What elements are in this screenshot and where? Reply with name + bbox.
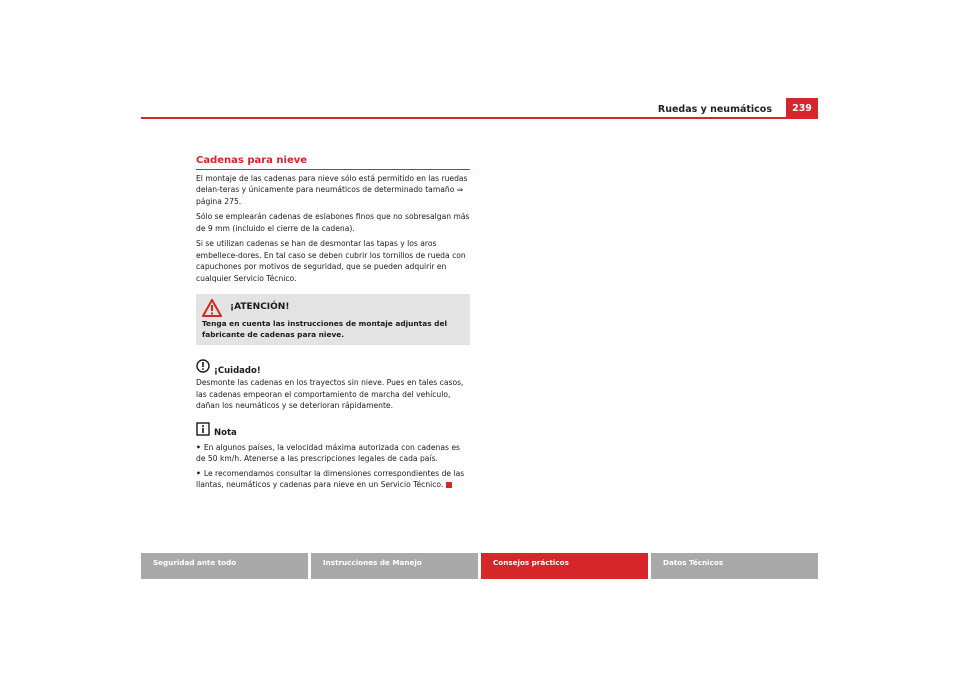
note-bullet-text: En algunos países, la velocidad máxima autorizada con cadenas es de 50 km/h. Atenerse a las prescripciones legales de cada país. [196, 442, 460, 463]
warning-triangle-icon [202, 299, 222, 317]
note-bullet-1 [196, 442, 470, 465]
footer-tab-instrucciones[interactable]: Instrucciones de Manejo [311, 553, 478, 579]
section-title: Cadenas para nieve [196, 155, 470, 170]
note-title: Nota [214, 428, 237, 438]
page-number: 239 [786, 98, 818, 118]
running-header-title: Ruedas y neumáticos [657, 104, 772, 115]
caution-text: Desmonte las cadenas en los trayectos sin nieve. Pues en tales casos, las cadenas empeoran el comportamiento de marcha del vehículo, dañan los neumáticos y se deterioran rápidamente. [196, 378, 464, 410]
footer-tab-consejos[interactable]: Consejos prácticos [481, 553, 648, 579]
caution-header [196, 359, 470, 377]
note-info-icon [196, 422, 210, 436]
warning-text: Tenga en cuenta las instrucciones de montaje adjuntas del fabricante de cadenas para nieve. [202, 319, 448, 339]
warning-title: ¡ATENCIÓN! [230, 302, 290, 313]
caution-title: ¡Cuidado! [214, 365, 261, 376]
paragraph-3: Si se utilizan cadenas se han de desmontar las tapas y los aros embellece-dores. En tal caso se deben cubrir los tornillos de rueda con capuchones por motivos de seguridad, que se pueden adquirir en cualquier Servicio Técnico. [196, 239, 466, 283]
main-content [196, 155, 470, 494]
bullet-dot-icon: • [196, 468, 201, 478]
caution-exclamation-icon [196, 359, 210, 373]
warning-header [202, 298, 464, 318]
note-bullet-text: Le recomendamos consultar la dimensiones correspondientes de las llantas, neumáticos y cadenas para nieve en un Servicio Técnico. [196, 468, 465, 489]
section-end-icon [446, 482, 452, 488]
footer-tab-seguridad[interactable]: Seguridad ante todo [141, 553, 308, 579]
bullet-dot-icon: • [196, 442, 201, 452]
paragraph-2: Sólo se emplearán cadenas de eslabones finos que no sobresalgan más de 9 mm (incluido el cierre de la cadena). [196, 212, 470, 233]
note-header [196, 422, 470, 440]
note-bullet-2 [196, 468, 470, 491]
paragraph-1: El montaje de las cadenas para nieve sólo está permitido en las ruedas delan-teras y únicamente para neumáticos de determinado tamaño ⇒ página 275. [196, 173, 468, 206]
footer-tab-datos[interactable]: Datos Técnicos [651, 553, 818, 579]
warning-box [196, 294, 470, 345]
header-rule [141, 117, 818, 119]
